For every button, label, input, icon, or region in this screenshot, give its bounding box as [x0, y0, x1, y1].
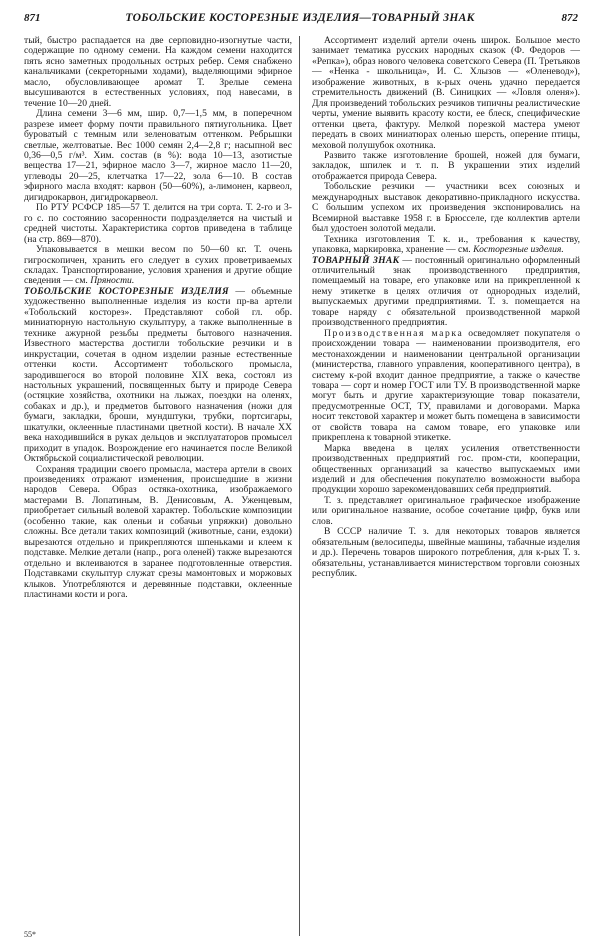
entry-text: — постоянный оригинально оформленный отличительный знак производственного предприятия, помещаемый на товаре, его упаковке или на прикрепленной к нему этикетке в целях отличия от однородных изделий, выпускаемых другими предприятиями. Т. з. помещается на товаре наряду с обязательной производственной маркой производственного предприятия. [312, 254, 581, 329]
running-header [0, 12, 600, 28]
page-number-left: 871 [24, 12, 41, 24]
paragraph: Развито также изготовление брошей, ножей для бумаги, закладок, шпилек и т. п. В украшении этих изделий отображается природа Севера. [312, 149, 580, 182]
paragraph-text: Техника изготовления Т. к. и., требования к качеству, упаковка, маркировка, хранение — см. [312, 233, 580, 256]
paragraph: Длина семени 3—6 мм, шир. 0,7—1,5 мм, в поперечном разрезе имеет форму почти правильного пятиугольника. Цвет буроватый с темным или зеленоватым оттенком. Ребрышки светлые, желтоватые. Вес 1000 семян 2,4—2,8 г; насыпной вес 0,36—0,5 г/м³. Хим. состав (в %): вода 10—13, азотистые вещества 17—21, эфирное масло 3—7, жирное масло 11—20, углеводы 20—25, клетчатка 17—22, зола 6—10. В состав эфирного масла входят: карвон (50—60%), а-лимонен, карвеол, дигидрокарвон, дигидрокарвеол. [24, 108, 292, 203]
cross-reference-link[interactable]: Косторезные изделия. [473, 244, 564, 256]
paragraph: Т. з. представляет оригинальное графическое изображение или оригинальное название, особое сочетание цифр, букв или слов. [312, 494, 580, 527]
printer-signature: 55* [24, 930, 36, 939]
paragraph: По РТУ РСФСР 185—57 Т. делится на три сорта. Т. 2-го и 3-го с. по состоянию засоренности подразделяется на чистый и средней чистоты. Характеристика сортов приведена в таблице (на стр. 869—870). [24, 202, 292, 245]
entry-text: — объемные художественно выполненные изделия из кости пр-ва артели «Тобольский косторез». Представляют собой гл. обр. миниатюрную настольную скульптуру, а также выполненные в технике ажурной резьбы предметы бытового назначения. Известного мастерства достигли тобольские резчики и в инкрустации, сочетая в одном изделии разные естественные оттенки кости. Ассортимент тобольского промысла, зародившегося во второй половине XIX века, состоял из настольных украшений, посвященных быту и природе Севера (остяцкие хозяйства, охотники на лыжах, поездки на оленях, собаках и др.), и предметов бытового назначения (ножи для бумаги, закладки, броши, мундштуки, трубки, портсигары, шкатулки, оклеенные пластинами цветной кости). В начале XX века находившийся в руках дельцов и эксплуататоров промысел приходит в упадок. Возрождение его начинается после Великой Октябрьской социалистической революции. [24, 285, 292, 465]
paragraph: В СССР наличие Т. з. для некоторых товаров является обязательным (велосипеды, швейные машины, табачные изделия и др.). Перечень товаров широкого потребления, для к-рых Т. з. обязательны, устанавливается министерством торговли союзных республик. [312, 526, 580, 580]
running-title: ТОБОЛЬСКИЕ КОСТОРЕЗНЫЕ ИЗДЕЛИЯ—ТОВАРНЫЙ ЗНАК [125, 12, 475, 24]
paragraph [24, 245, 292, 287]
paragraph-text: осведомляет покупателя о происхождении товара — наименовании производителя, его местонахождении и наименовании центральной организации (министерства, главного управления, кооперативного центра), в систему к-рой входит данное предприятие, а также о качестве товара — сорт и номер ГОСТ или ТУ. В производственной марке могут быть и другие характеризующие товар показатели, предусмотренные ОСТ, ТУ, правилами и договорами. Марка носит текстовой характер и может быть помещена в зависимости от свойств товара на самом товаре, его упаковке или прикреплена к товарной этикетке. [312, 327, 580, 444]
paragraph [312, 329, 580, 444]
page-number-right: 872 [561, 12, 578, 24]
paragraph: Марка введена в целях усиления ответственности производственных предприятий гос. пром-сти, кооперации, общественных организаций за качество выпускаемых ими изделий и для обеспечения покупателю возможности выбора продукции хорошо зарекомендовавших себя предприятий. [312, 442, 580, 496]
entry-headword: ТОБОЛЬСКИЕ КОСТОРЕЗНЫЕ ИЗДЕЛИЯ [24, 285, 229, 297]
right-column [312, 36, 580, 580]
paragraph-text: Упаковывается в мешки весом по 50—60 кг. Т. очень гигроскопичен, хранить его следует в сухих проветриваемых складах. Транспортирование, условия хранения и другие общие сведения — см. [24, 244, 292, 287]
dictionary-entry [24, 287, 292, 465]
paragraph: Ассортимент изделий артели очень широк. Большое место занимает тематика русских народных сказок (Ф. Федоров — «Репка»), образ нового человека советского Севера (П. Третьяков — «Ненка - школьница», И. С. Хлызов — «Оленевод»), изображение животных, в к-рых очень удачно передается стремительность движений (В. Синицких — «Ловля оленя»). Для произведений тобольских резчиков типичны реалистические черты, умение выявить красоту кости, ее блеск, специфические оттенки цвета, фактуру. Мелкой порезкой мастера умеют передать в своих миниатюрах оленью шерсть, оперение птицы, меховой полушубок охотника. [312, 35, 580, 151]
dictionary-entry [312, 256, 580, 329]
entry-headword: ТОВАРНЫЙ ЗНАК [312, 254, 400, 266]
left-column [24, 36, 292, 600]
paragraph: тый, быстро распадается на две серповидно-изогнутые части, содержащие по одному семени. На каждом семени находится пять ясно заметных продольных острых ребер. Семя снабжено канальчиками (секреторными ходами), выделяющими эфирное масло, обусловливающее аромат Т. Зрелые семена высушиваются в естественных условиях, под навесами, в течение 10—20 дней. [24, 35, 292, 109]
paragraph: Сохраняя традиции своего промысла, мастера артели в своих произведениях отражают изменения, происшедшие в жизни народов Севера. Образ остяка-охотника, изображаемого мастерами В. Лопатиным, В. Денисовым, А. Уженцевым, приобретает сильный волевой характер. Тобольские композиции (особенно такие, как оленьи и собачьи упряжки) довольно сложны. Все детали таких композиций (животные, сани, ездоки) вырезаются отдельно и прикрепляются шпеньками и клеем к подставке. Мелкие детали (напр., рога оленей) также вырезаются отдельно и вклеиваются в заранее подготовленные отверстия. Подставками скульптур служат срезы мамонтовых и моржовых клыков. Употребляются и деревянные подставки, оклеенные пластинами кости и рога. [24, 463, 292, 601]
paragraph: Тобольские резчики — участники всех союзных и международных выставок декоративно-прикладного искусства. С большим успехом их произведения экспонировались на Всемирной выставке 1958 г. в Брюсселе, где коллектив артели был удостоен золотой медали. [312, 181, 580, 235]
column-divider [299, 36, 300, 936]
paragraph [312, 235, 580, 256]
spaced-term: Производственная марка [324, 327, 464, 339]
cross-reference-link[interactable]: Пряности. [90, 275, 135, 287]
